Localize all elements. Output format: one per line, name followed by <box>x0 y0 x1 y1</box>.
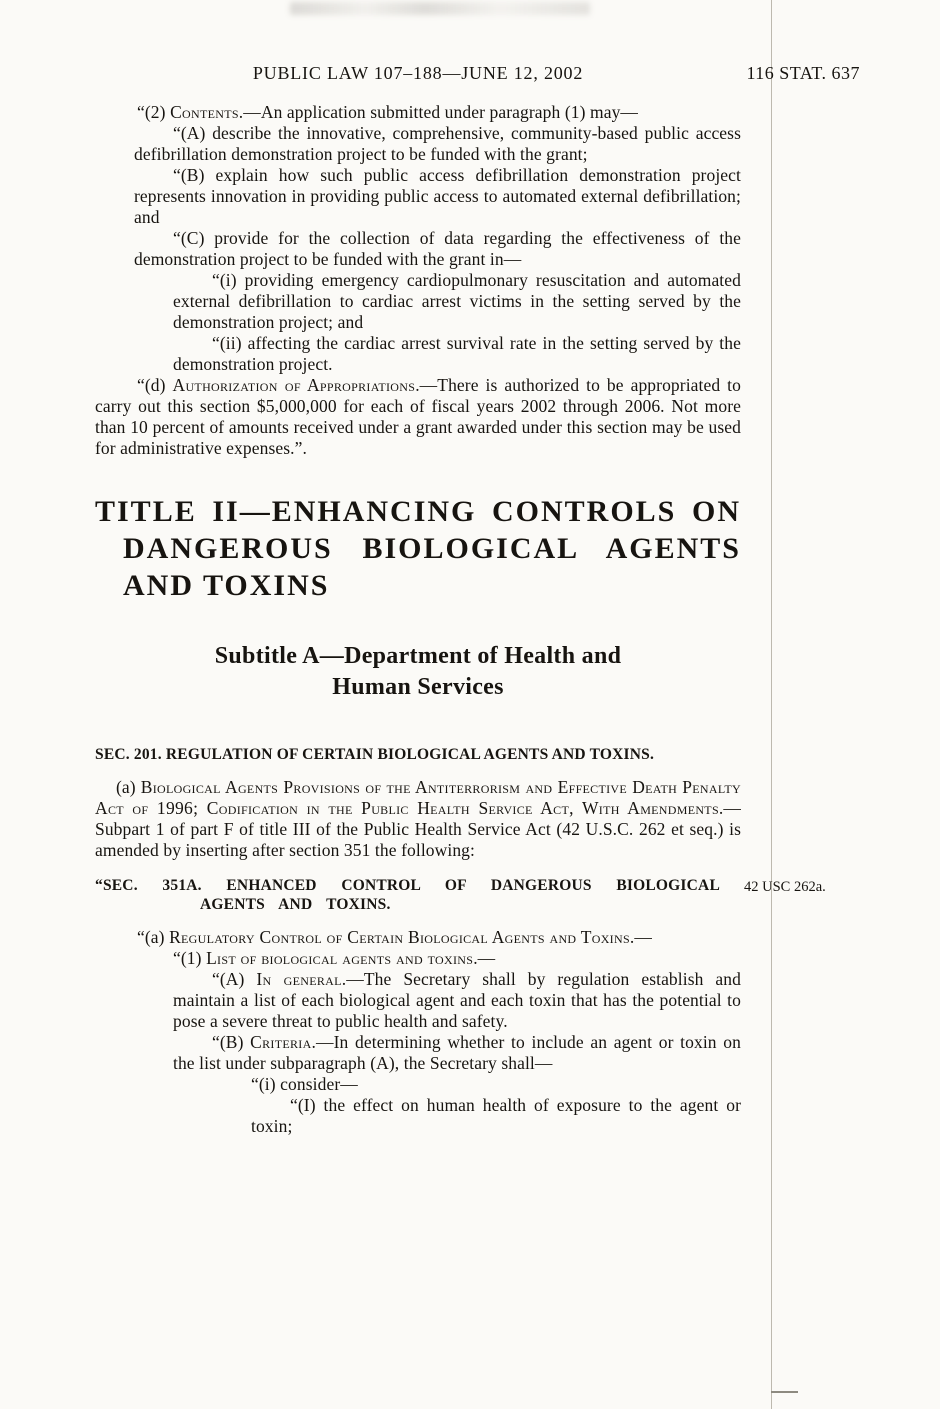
statute-paragraph: “(C) provide for the collection of data regarding the effectiveness of the demonstration project to be funded with the grant in— <box>134 228 741 269</box>
statute-paragraph: “(1) List of biological agents and toxins.— <box>173 947 496 968</box>
statute-paragraph: “(a) Regulatory Control of Certain Biological Agents and Toxins.— <box>137 926 652 947</box>
subtitle-a-heading: Subtitle A—Department of Health and Human Services <box>214 643 622 700</box>
margin-note-usc-citation: 42 USC 262a. <box>744 878 826 895</box>
page-header-law-title: PUBLIC LAW 107–188—JUNE 12, 2002 <box>252 63 584 83</box>
sec-201-heading: SEC. 201. REGULATION OF CERTAIN BIOLOGICAL AGENTS AND TOXINS. <box>95 746 655 763</box>
right-margin-rule <box>771 0 772 1409</box>
statute-paragraph: “(ii) affecting the cardiac arrest survival rate in the setting served by the demonstration project. <box>173 333 741 374</box>
sec-351a-heading: “SEC. 351A. ENHANCED CONTROL OF DANGEROUS BIOLOGICAL AGENTS AND TOXINS. <box>95 876 720 913</box>
statute-paragraph: “(i) providing emergency cardiopulmonary resuscitation and automated external defibrillation to cardiac arrest victims in the setting served by the demonstration project; and <box>173 270 741 332</box>
statute-text-column <box>95 102 826 1137</box>
bottom-registration-tick <box>771 1391 798 1393</box>
statute-paragraph: (a) Biological Agents Provisions of the Antiterrorism and Effective Death Penalty Act of 1996; Codification in the Public Health Service Act, With Amendments.—Subpart 1 of part F of title III of the Public Health Service Act (42 U.S.C. 262 et seq.) is amended by inserting after section 351 the following: <box>95 776 741 860</box>
statute-paragraph: “(B) Criteria.—In determining whether to include an agent or toxin on the list under subparagraph (A), the Secretary shall— <box>173 1031 741 1073</box>
statute-paragraph: “(d) Authorization of Appropriations.—There is authorized to be appropriated to carry out this section $5,000,000 for each of fiscal years 2002 through 2006. Not more than 10 percent of amounts received under a grant awarded under this section may be used for administrative expenses.”. <box>95 375 741 458</box>
statute-paragraph: “(2) Contents.—An application submitted under paragraph (1) may— <box>137 102 639 122</box>
statute-paragraph: “(i) consider— <box>251 1073 358 1094</box>
page-header-stat-number: 116 STAT. 637 <box>746 63 860 83</box>
statute-paragraph: “(B) explain how such public access defibrillation demonstration project represents innovation in providing public access to automated external defibrillation; and <box>134 165 741 227</box>
statute-paragraph: “(I) the effect on human health of exposure to the agent or toxin; <box>251 1094 741 1136</box>
title-ii-heading: TITLE II—ENHANCING CONTROLS ON DANGEROUS BIOLOGICAL AGENTS AND TOXINS <box>95 495 741 602</box>
sec-351a-block <box>95 876 826 915</box>
statute-paragraph: “(A) describe the innovative, comprehensive, community-based public access defibrillation demonstration project to be funded with the grant; <box>134 123 741 164</box>
bleedthrough-artifact <box>290 2 590 15</box>
statute-paragraph: “(A) In general.—The Secretary shall by regulation establish and maintain a list of each biological agent and each toxin that has the potential to pose a severe threat to public health and safety. <box>173 968 741 1031</box>
